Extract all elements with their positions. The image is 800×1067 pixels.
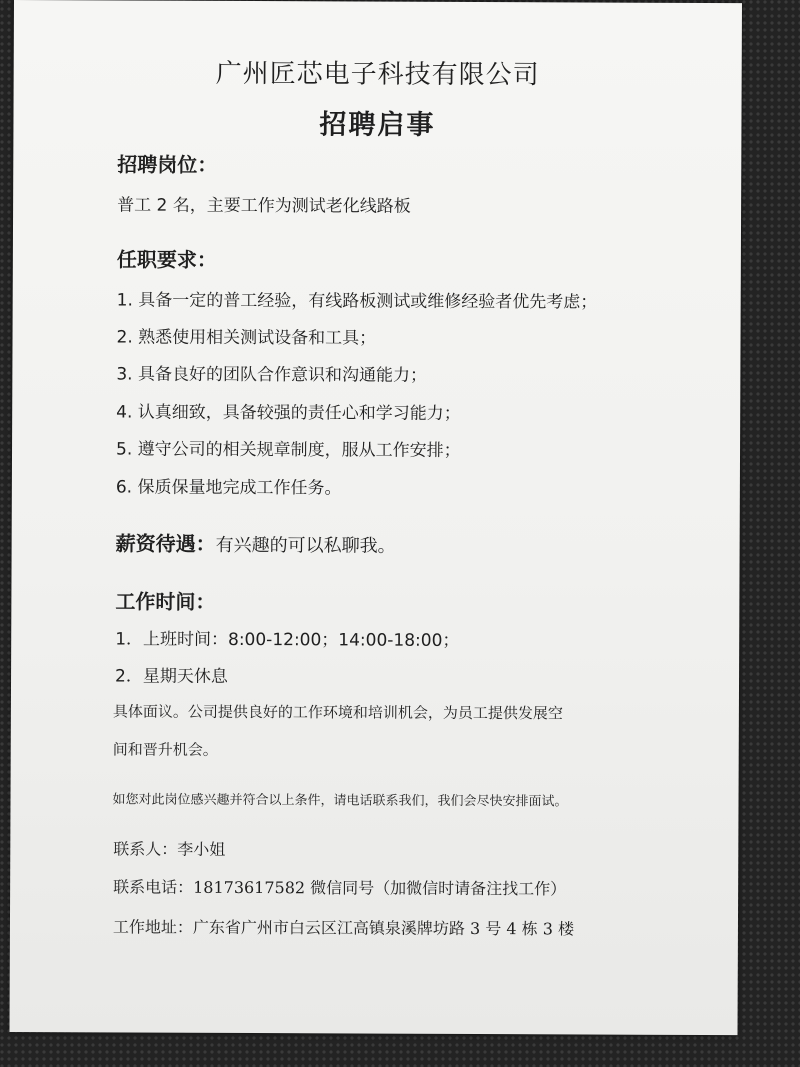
requirement-item: 1. 具备一定的普工经验，有线路板测试或维修经验者优先考虑；	[116, 290, 598, 313]
salary-heading: 薪资待遇：	[115, 531, 216, 556]
requirements-heading: 任职要求：	[116, 247, 217, 272]
job-posting-paper	[9, 0, 741, 1035]
work-time-heading: 工作时间：	[115, 589, 216, 614]
salary-line	[116, 527, 396, 557]
requirement-item: 2. 熟悉使用相关测试设备和工具；	[116, 327, 377, 349]
posting-title: 招聘启事	[319, 109, 436, 141]
contact-person: 联系人：李小姐	[113, 839, 226, 859]
work-time-item: 1．上班时间：8:00-12:00；14:00-18:00；	[115, 629, 460, 651]
requirement-item: 4. 认真细致，具备较强的责任心和学习能力；	[116, 402, 461, 424]
salary-text: 有兴趣的可以私聊我。	[215, 534, 396, 557]
position-text: 普工 2 名，主要工作为测试老化线路板	[117, 195, 411, 217]
position-heading: 招聘岗位：	[117, 152, 218, 177]
requirement-item: 5. 遵守公司的相关规章制度，服从工作安排；	[115, 439, 461, 461]
note-line: 间和晋升机会。	[112, 740, 218, 759]
work-address: 工作地址：广东省广州市白云区江高镇泉溪牌坊路 3 号 4 栋 3 楼	[112, 917, 575, 939]
note-line: 如您对此岗位感兴趣并符合以上条件，请电话联系我们，我们会尽快安排面试。	[112, 792, 568, 810]
contact-phone: 联系电话：18173617582 微信同号（加微信时请备注找工作）	[113, 877, 567, 899]
requirement-item: 6. 保质保量地完成工作任务。	[115, 477, 342, 499]
company-name: 广州匠芯电子科技有限公司	[215, 58, 540, 91]
work-time-item: 2．星期天休息	[115, 666, 228, 687]
requirement-item: 3. 具备良好的团队合作意识和沟通能力；	[116, 364, 428, 386]
note-line: 具体面议。公司提供良好的工作环境和培训机会，为员工提供发展空	[112, 702, 563, 723]
